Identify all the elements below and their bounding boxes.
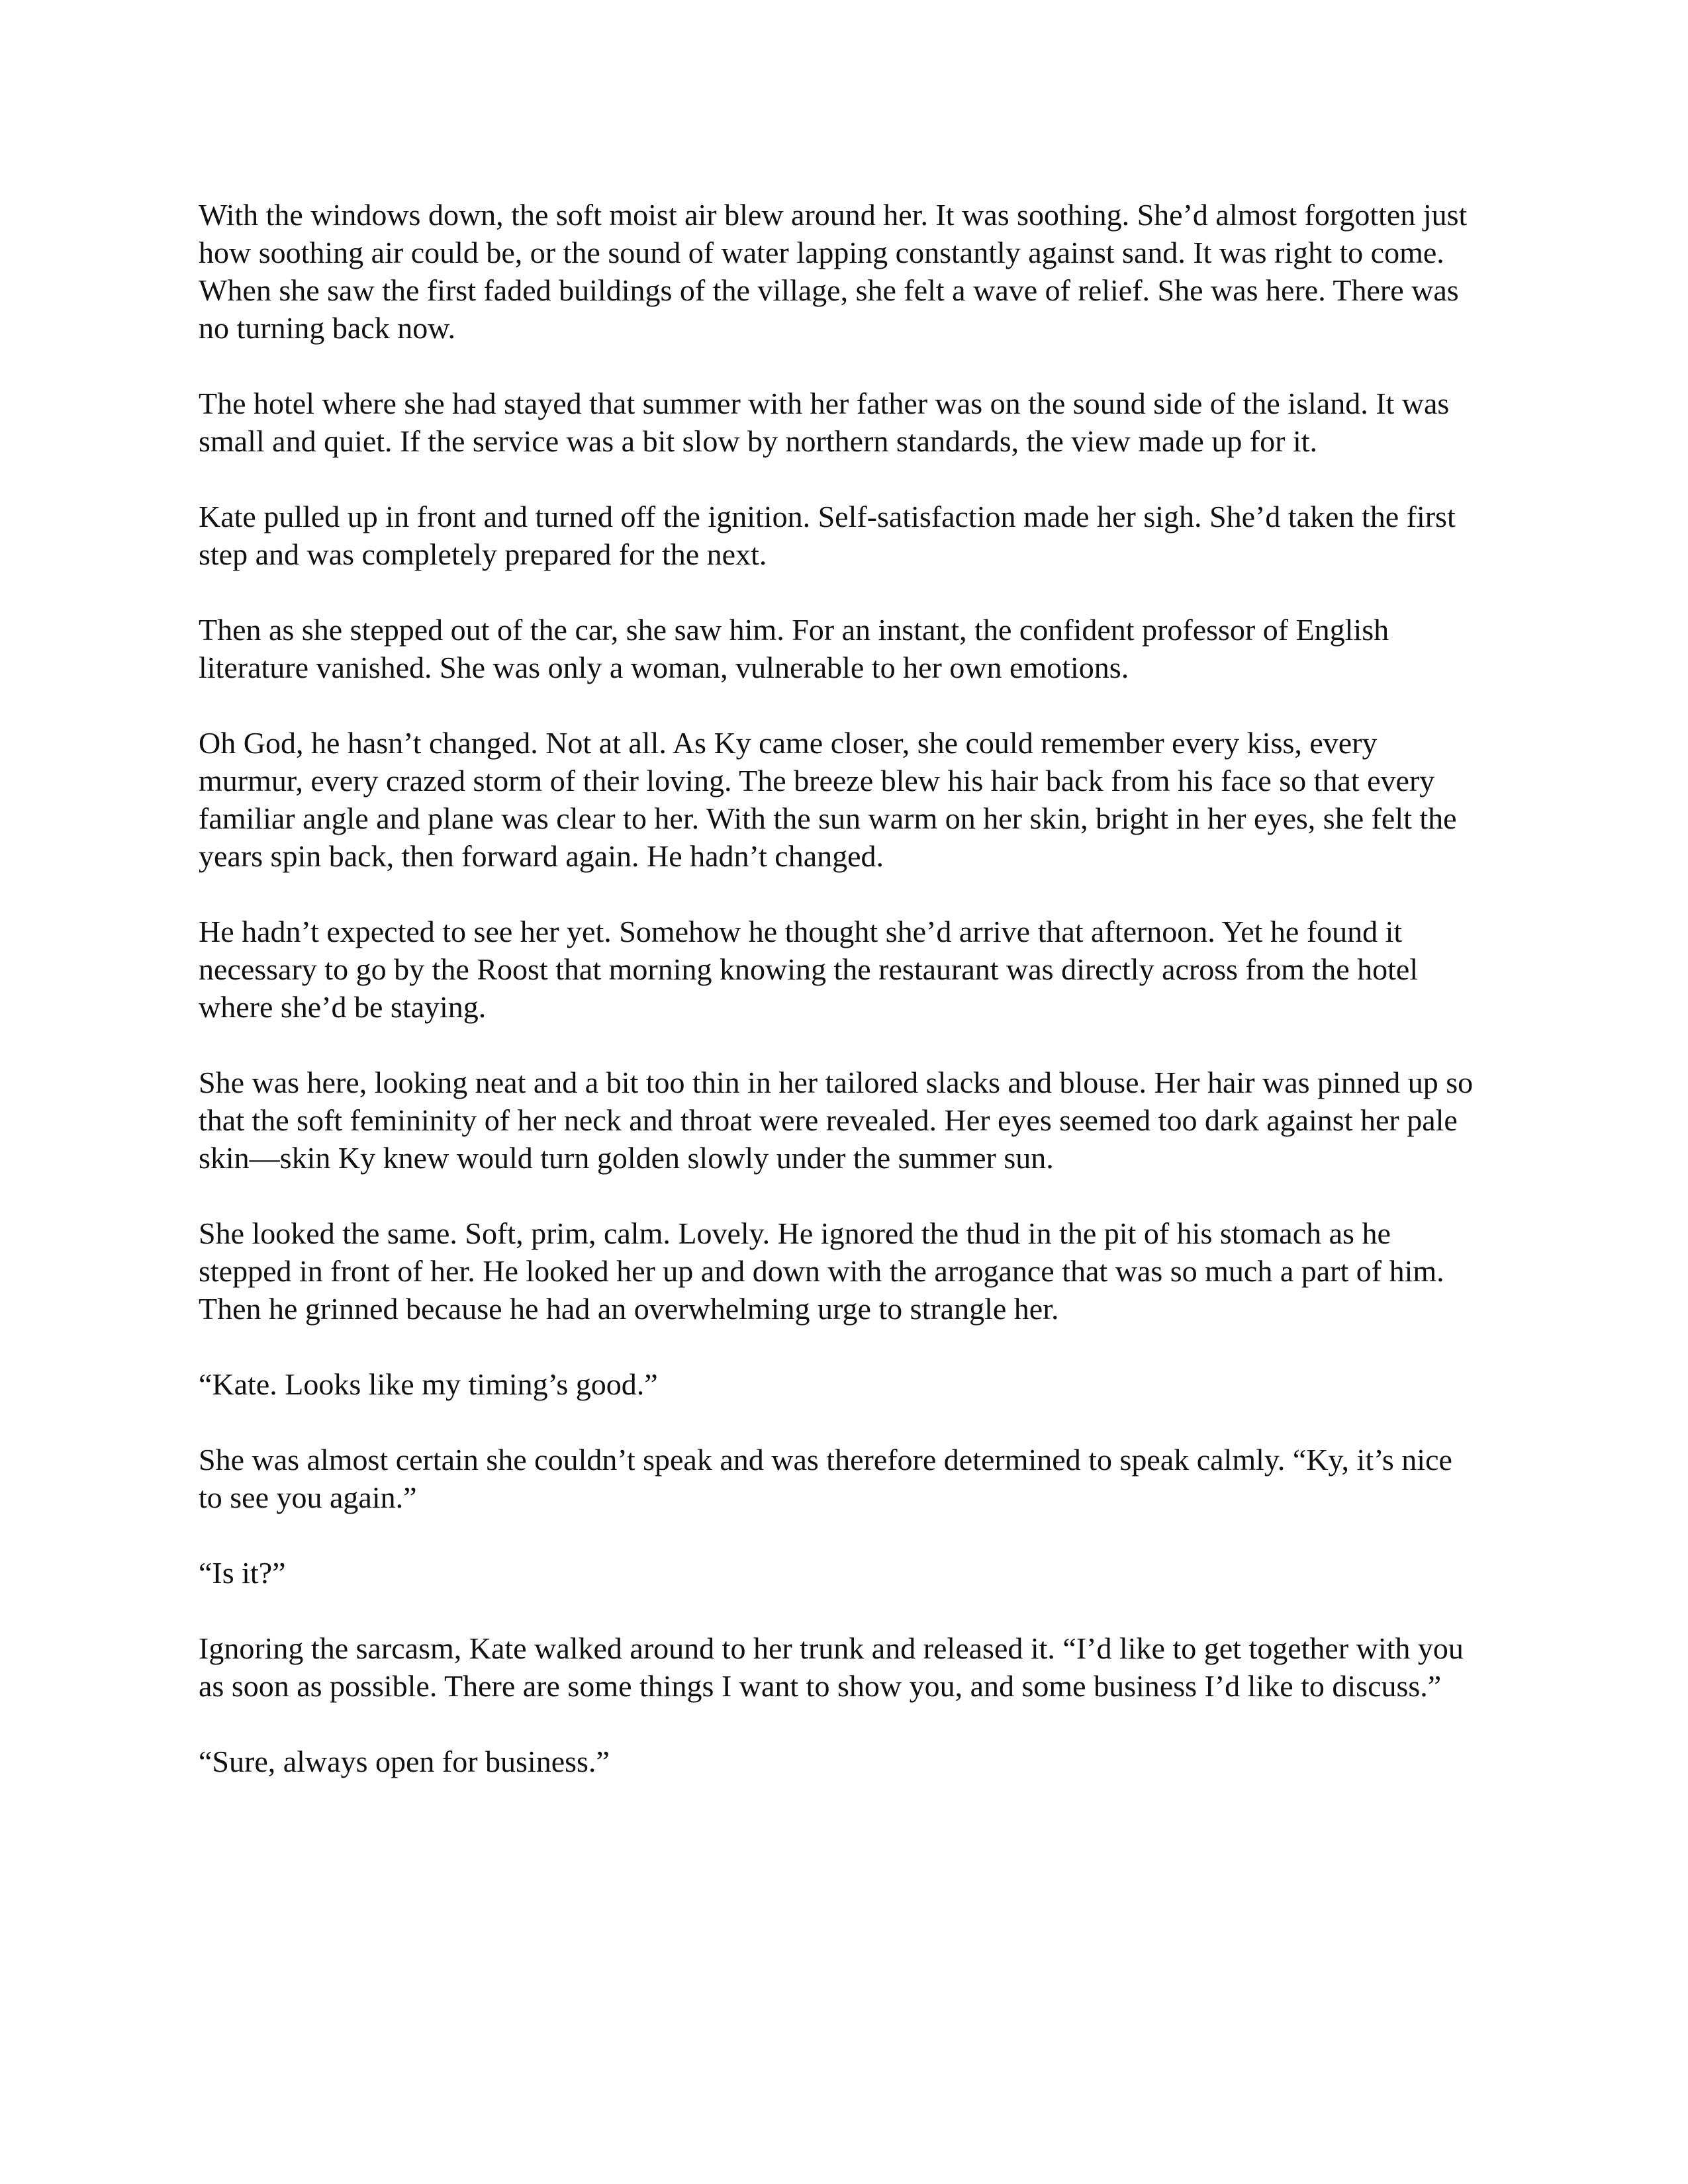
paragraph: She was almost certain she couldn’t speak and was therefore determined to speak calmly. “Ky, it’s nice to see you again.” [199, 1443, 1452, 1514]
paragraph: Then as she stepped out of the car, she saw him. For an instant, the confident professor of English literature vanished. She was only a woman, vulnerable to her own emotions. [199, 613, 1389, 684]
paragraph: “Kate. Looks like my timing’s good.” [199, 1367, 658, 1401]
paragraph: “Is it?” [199, 1556, 286, 1590]
paragraph: Ignoring the sarcasm, Kate walked around to her trunk and released it. “I’d like to get together with you as soon as possible. There are some things I want to show you, and some business I’d like to discuss.” [199, 1631, 1464, 1703]
paragraph: She was here, looking neat and a bit too thin in her tailored slacks and blouse. Her hair was pinned up so that the soft femininity of her neck and throat were revealed. Her eyes seemed too dark against her pale skin—skin Ky knew would turn golden slowly under the summer sun. [199, 1066, 1474, 1175]
paragraph: He hadn’t expected to see her yet. Somehow he thought she’d arrive that afternoon. Yet he found it necessary to go by the Roost that morning knowing the restaurant was directly across from the hotel where she’d be staying. [199, 915, 1419, 1024]
paragraph: The hotel where she had stayed that summer with her father was on the sound side of the island. It was small and quiet. If the service was a bit slow by northern standards, the view made up for it. [199, 387, 1450, 458]
paragraph: She looked the same. Soft, prim, calm. Lovely. He ignored the thud in the pit of his stomach as he stepped in front of her. He looked her up and down with the arrogance that was so much a part of him. Then he grinned because he had an overwhelming urge to strangle her. [199, 1216, 1444, 1326]
paragraph: With the windows down, the soft moist air blew around her. It was soothing. She’d almost forgotten just how soothing air could be, or the sound of water lapping constantly against sand. It was right to come. When she saw the first faded buildings of the village, she felt a wave of relief. She was here. There was no turning back now. [199, 198, 1468, 345]
paragraph: “Sure, always open for business.” [199, 1745, 610, 1778]
paragraph: Kate pulled up in front and turned off the ignition. Self-satisfaction made her sigh. She’d taken the first step and was completely prepared for the next. [199, 500, 1456, 571]
paragraph: Oh God, he hasn’t changed. Not at all. As Ky came closer, she could remember every kiss, every murmur, every crazed storm of their loving. The breeze blew his hair back from his face so that every familiar angle and plane was clear to her. With the sun warm on her skin, bright in her eyes, she felt the years spin back, then forward again. He hadn’t changed. [199, 726, 1457, 873]
body-text [199, 196, 1483, 1818]
